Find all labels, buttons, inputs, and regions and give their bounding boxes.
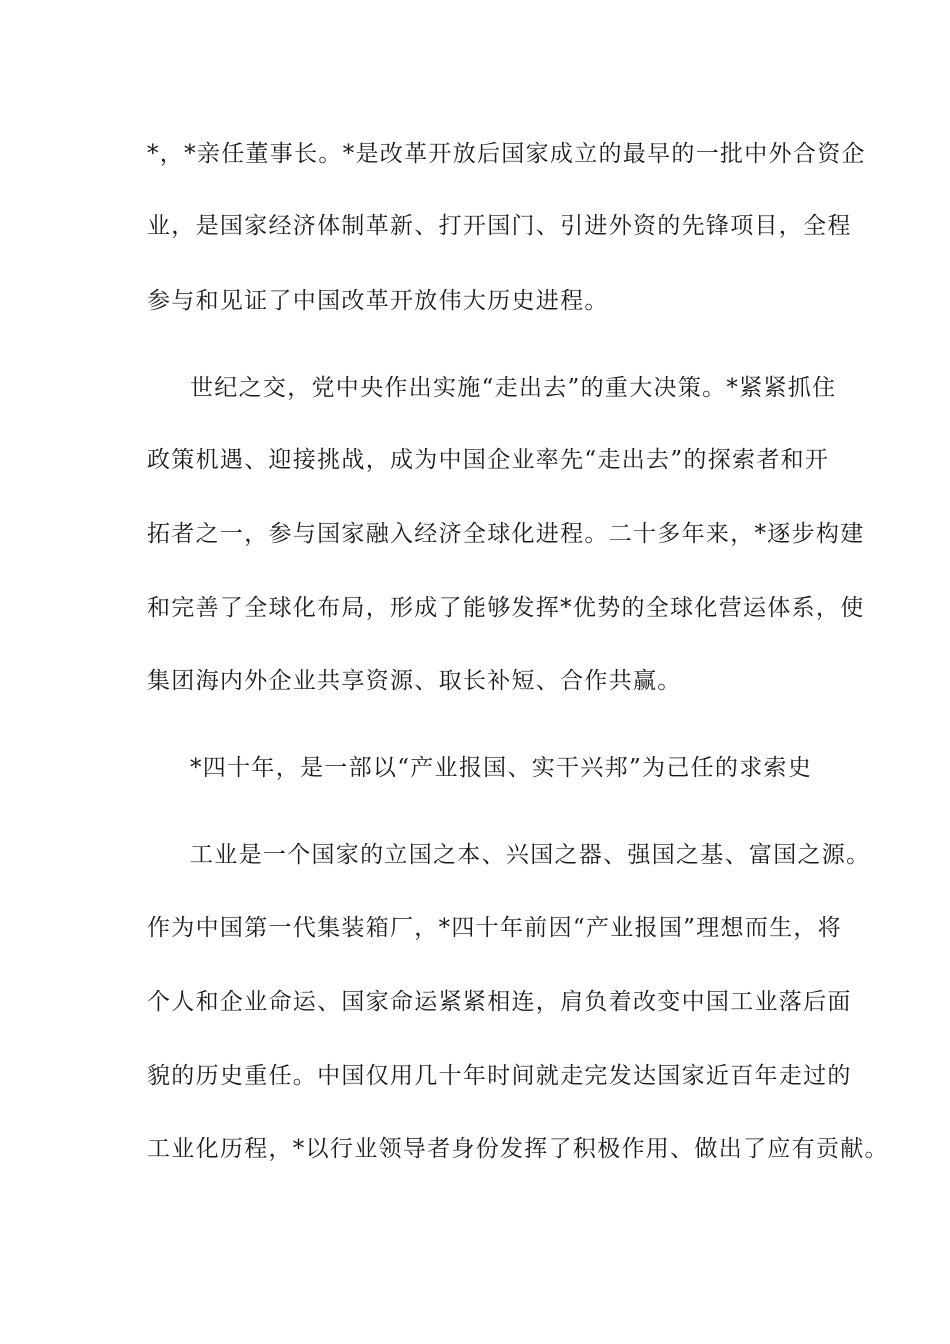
text-line: 工业化历程，*以行业领导者身份发挥了积极作用、做出了应有贡献。	[147, 1136, 889, 1162]
text-line: 世纪之交，党中央作出实施“走出去”的重大决策。*紧紧抓住	[190, 375, 837, 401]
text-line: 和完善了全球化布局，形成了能够发挥*优势的全球化营运体系，使	[147, 595, 865, 621]
text-line: 集团海内外企业共享资源、取长补短、合作共赢。	[147, 668, 682, 694]
text-line: 作为中国第一代集装箱厂，*四十年前因“产业报国”理想而生，将	[147, 915, 843, 941]
text-line: 个人和企业命运、国家命运紧紧相连，肩负着改变中国工业落后面	[147, 989, 852, 1015]
text-line: 工业是一个国家的立国之本、兴国之器、强国之基、富国之源。	[190, 842, 871, 868]
text-line: 参与和见证了中国改革开放伟大历史进程。	[147, 288, 609, 314]
text-line: *，*亲任董事长。*是改革开放后国家成立的最早的一批中外合资企	[147, 141, 866, 167]
text-line: 拓者之一，参与国家融入经济全球化进程。二十多年来，*逐步构建	[147, 521, 865, 547]
text-line: 政策机遇、迎接挑战，成为中国企业率先“走出去”的探索者和开	[147, 447, 830, 473]
text-line: 貌的历史重任。中国仅用几十年时间就走完发达国家近百年走过的	[147, 1063, 852, 1089]
section-heading: *四十年，是一部以“产业报国、实干兴邦”为己任的求索史	[190, 755, 813, 781]
text-line: 业，是国家经济体制革新、打开国门、引进外资的先锋项目，全程	[147, 213, 852, 239]
